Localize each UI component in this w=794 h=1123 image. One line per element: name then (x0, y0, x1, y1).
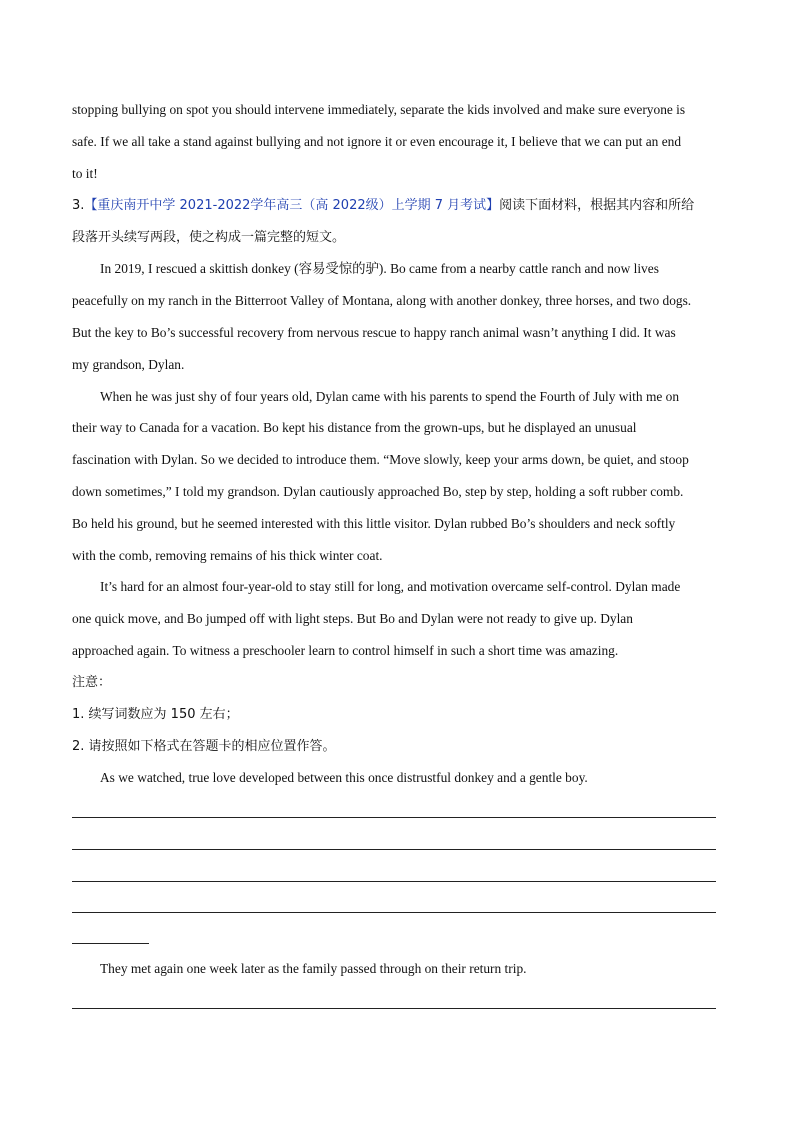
passage-line: their way to Canada for a vacation. Bo kept his distance from the grown-ups, but he displayed an unusual (72, 420, 637, 435)
continuation-line-1: stopping bullying on spot you should intervene immediately, separate the kids involved and make sure everyone is (72, 102, 686, 117)
writing-line (72, 817, 716, 818)
notes-item-2: 2. 请按照如下格式在答题卡的相应位置作答。 (72, 739, 336, 754)
continuation-line-3: to it! (72, 166, 98, 181)
passage-line: down sometimes,” I told my grandson. Dylan cautiously approached Bo, step by step, holding a soft rubber comb. (72, 484, 684, 499)
question-header (72, 196, 722, 216)
writing-line (72, 1008, 716, 1009)
passage-line: approached again. To witness a preschooler learn to control himself in such a short time was amazing. (72, 643, 619, 658)
passage-line: In 2019, I rescued a skittish donkey (容易受惊的驴). Bo came from a nearby cattle ranch and now lives (100, 261, 659, 276)
writing-line (72, 849, 716, 850)
question-source: 【重庆南开中学 2021-2022学年高三（高 2022级）上学期 7 月考试】 (84, 198, 500, 213)
passage-line: with the comb, removing remains of his thick winter coat. (72, 548, 383, 563)
writing-line (72, 881, 716, 882)
question-instruction-2: 段落开头续写两段，使之构成一篇完整的短文。 (72, 230, 346, 245)
passage-line: fascination with Dylan. So we decided to introduce them. “Move slowly, keep your arms down, be quiet, and stoop (72, 452, 689, 467)
passage-line: my grandson, Dylan. (72, 357, 185, 372)
continuation-line-2: safe. If we all take a stand against bullying and not ignore it or even encourage it, I believe that we can put an end (72, 134, 682, 149)
passage-line: one quick move, and Bo jumped off with light steps. But Bo and Dylan were not ready to give up. Dylan (72, 611, 633, 626)
passage-line: But the key to Bo’s successful recovery from nervous rescue to happy ranch animal wasn’t anything I did. It was (72, 325, 676, 340)
question-number: 3. (72, 198, 85, 213)
writing-line-short (72, 943, 149, 944)
passage-line: peacefully on my ranch in the Bitterroot Valley of Montana, along with another donkey, three horses, and two dogs. (72, 293, 692, 308)
paragraph-prompt-2: They met again one week later as the family passed through on their return trip. (100, 961, 527, 976)
question-instruction-1: 阅读下面材料，根据其内容和所给 (499, 198, 695, 213)
passage-line: Bo held his ground, but he seemed interested with this little visitor. Dylan rubbed Bo’s shoulders and neck softly (72, 516, 676, 531)
passage-line: When he was just shy of four years old, Dylan came with his parents to spend the Fourth of July with me on (100, 389, 680, 404)
writing-line (72, 912, 716, 913)
paragraph-prompt-1: As we watched, true love developed between this once distrustful donkey and a gentle boy. (100, 770, 588, 785)
passage-line: It’s hard for an almost four-year-old to stay still for long, and motivation overcame self-control. Dylan made (100, 579, 681, 594)
notes-item-1: 1. 续写词数应为 150 左右； (72, 707, 239, 722)
notes-heading: 注意： (72, 675, 112, 690)
